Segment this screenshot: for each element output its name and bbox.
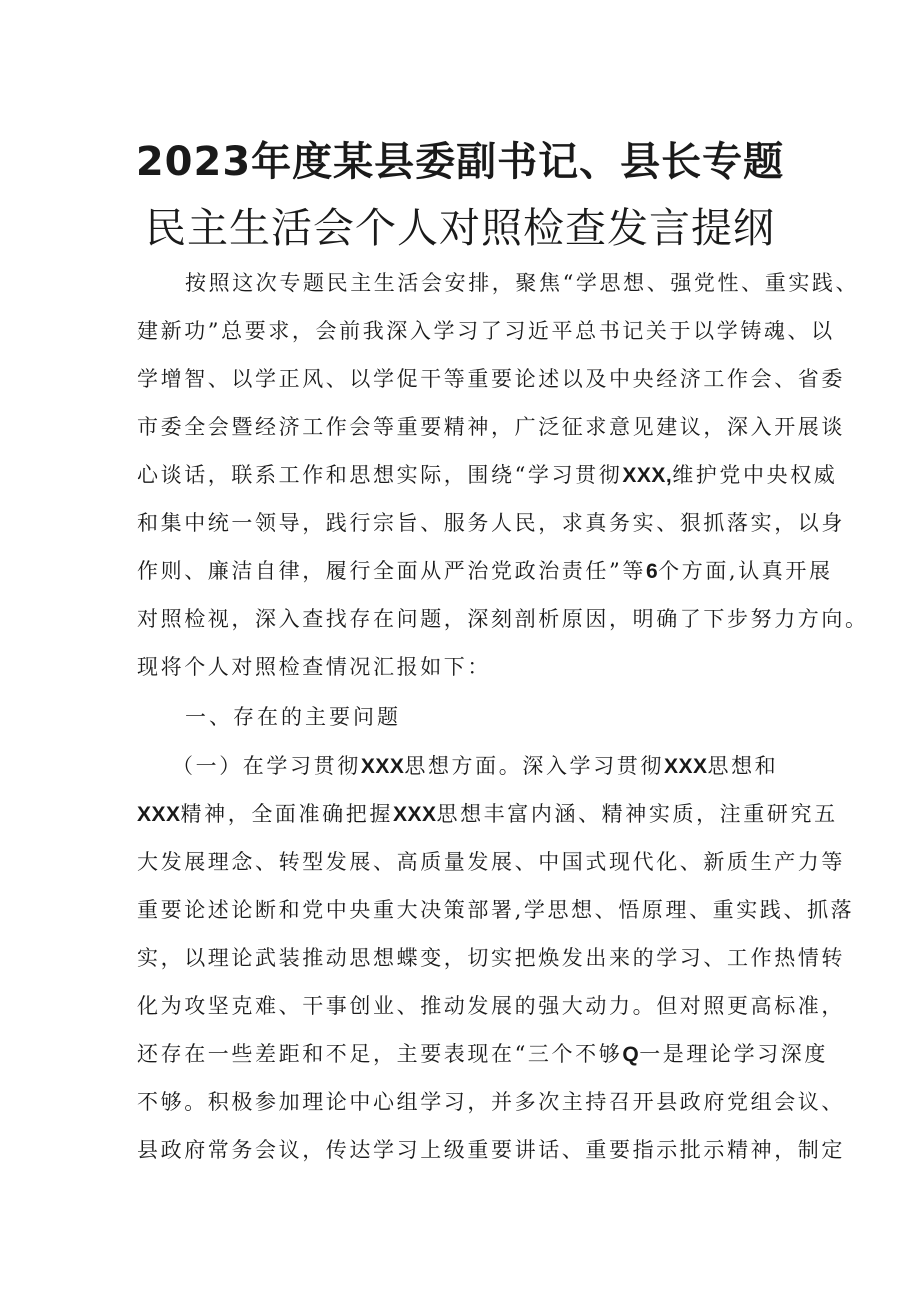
paragraph-1-line-6: 和集中统一领导，践行宗旨、服务人民，求真务实、狠抓落实，以身 [137, 511, 845, 535]
paragraph-2-line-5: 实，以理论武装推动思想蝶变，切实把焕发出来的学习、工作热情转 [137, 946, 845, 970]
paragraph-1-line-7 [137, 556, 833, 587]
placeholder-text: XXX [360, 755, 405, 778]
text-run: 个方面,认真开展 [658, 559, 833, 583]
paragraph-2-line-8: 不够。积极参加理论中心组学习，并多次主持召开县政府党组会议、 [137, 1090, 845, 1114]
text-run: 一是理论学习深度 [639, 1042, 828, 1066]
paragraph-1-line-4: 市委全会暨经济工作会等重要精神，广泛征求意见建议，深入开展谈 [137, 415, 845, 439]
paragraph-1-line-3: 学增智、以学正风、以学促干等重要论述以及中央经济工作会、省委 [137, 367, 845, 391]
text-run: 精神，全面准确把握 [180, 802, 393, 826]
text-run: 维护党中央权威 [672, 463, 838, 487]
text-run: （一）在学习贯彻 [172, 754, 361, 778]
text-run: 思想和 [707, 754, 779, 778]
placeholder-text: XXX [392, 803, 437, 826]
paragraph-1-line-5 [137, 460, 837, 491]
document-title-line-2: 民主生活会个人对照检查发言提纲 [145, 204, 775, 252]
document-title-line-1: 2023年度某县委副书记、县长专题 [135, 139, 785, 185]
paragraph-2-line-7 [137, 1039, 828, 1070]
paragraph-1-line-1: 按照这次专题民主生活会安排，聚焦“学思想、强党性、重实践、 [185, 271, 860, 295]
text-run: 还存在一些差距和不足，主要表现在“三个不够 [137, 1042, 623, 1066]
number-text: 6 [645, 560, 659, 583]
paragraph-2-line-9: 县政府常务会议，传达学习上级重要讲话、重要指示批示精神，制定 [137, 1138, 845, 1162]
paragraph-1-line-2: 建新功”总要求，会前我深入学习了习近平总书记关于以学铸魂、以 [137, 319, 835, 343]
paragraph-2-line-6: 化为攻坚克难、干事创业、推动发展的强大动力。但对照更高标准， [137, 994, 845, 1018]
text-run: 思想方面。深入学习贯彻 [404, 754, 664, 778]
paragraph-2-line-1 [172, 751, 778, 782]
paragraph-1-line-9: 现将个人对照检查情况汇报如下： [137, 655, 491, 679]
ocr-artifact-text: Q [622, 1043, 640, 1066]
placeholder-text: XXX [137, 803, 181, 826]
paragraph-1-line-8: 对照检视，深入查找存在问题，深刻剖析原因，明确了下步努力方向。 [137, 607, 869, 631]
placeholder-text: XXX, [622, 464, 673, 487]
section-heading-1: 一、存在的主要问题 [185, 705, 401, 729]
paragraph-2-line-4: 重要论述论断和党中央重大决策部署,学思想、悟原理、重实践、抓落 [137, 898, 855, 922]
text-run: 思想丰富内涵、精神实质，注重研究五 [436, 802, 838, 826]
text-run: 作则、廉洁自律，履行全面从严治党政治责任”等 [137, 559, 646, 583]
paragraph-2-line-3: 大发展理念、转型发展、高质量发展、中国式现代化、新质生产力等 [137, 850, 845, 874]
paragraph-2-line-2 [137, 799, 838, 830]
placeholder-text: XXX [663, 755, 708, 778]
text-run: 心谈话，联系工作和思想实际，围绕“学习贯彻 [137, 463, 623, 487]
